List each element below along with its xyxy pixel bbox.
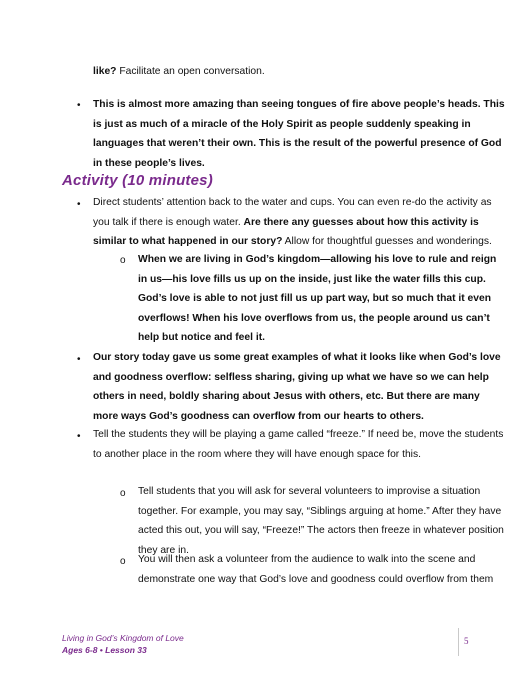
bullet-icon: •	[77, 199, 81, 210]
bullet-icon: •	[77, 354, 81, 365]
footer-subtitle: Ages 6-8 • Lesson 33	[62, 645, 147, 655]
sub-bullet-icon: o	[120, 255, 126, 266]
bold-text: like?	[93, 66, 117, 77]
sub-bullet-icon: o	[120, 488, 126, 499]
page-number: 5	[464, 636, 469, 646]
bold-text: When we are living in God’s kingdom—allowing his love to rule and reign in us—his love fills us up on the inside, just like the water fills this cup. God’s love is able to not just fill us up part way, but so much that it even overflows! When his love overflows from us, the people around us can’t help but notice and feel it.	[138, 254, 497, 344]
paragraph-like	[93, 62, 493, 82]
paragraph-kingdom	[138, 250, 506, 348]
footer	[62, 632, 184, 656]
footer-divider	[458, 628, 459, 656]
paragraph-audience	[138, 550, 506, 589]
paragraph-freeze	[93, 425, 505, 464]
body-text: Allow for thoughtful guesses and wonderings.	[282, 236, 492, 248]
body-text: Direct students’ attention back to the water and cups. You can even re-do the activity as you talk if there is enough water.	[93, 197, 492, 228]
paragraph-miracle	[93, 95, 505, 173]
section-heading: Activity (10 minutes)	[62, 172, 213, 189]
sub-bullet-icon: o	[120, 556, 126, 567]
bold-text: This is almost more amazing than seeing tongues of fire above people’s heads. This is just as much of a miracle of the Holy Spirit as people suddenly speaking in languages that weren’t their own. This is the result of the powerful presence of God in these people’s lives.	[93, 99, 505, 169]
bold-text: Our story today gave us some great examples of what it looks like when God’s love and goodness overflow: selfless sharing, giving up what we have so we can help others in need, boldly sharing about Jesus with others, etc. But there are many more ways God’s goodness can overflow from our hearts to others.	[93, 352, 501, 422]
body-text: You will then ask a volunteer from the audience to walk into the scene and demonstrate one way that God’s love and goodness could overflow from them	[138, 554, 494, 585]
bullet-icon: •	[77, 431, 81, 442]
paragraph-volunteers	[138, 482, 506, 560]
body-text: Tell students that you will ask for several volunteers to improvise a situation together. For example, you may say, “Siblings arguing at home.” After they have acted this out, you will say, “Freeze!” The actors then freeze in whatever position they are in.	[138, 486, 504, 556]
body-text: Tell the students they will be playing a game called “freeze.” If need be, move the students to another place in the room where they will have enough space for this.	[93, 429, 504, 460]
paragraph-direct	[93, 193, 505, 252]
footer-title: Living in God’s Kingdom of Love	[62, 633, 184, 643]
body-text: Facilitate an open conversation.	[116, 66, 265, 77]
paragraph-story	[93, 348, 505, 426]
bold-text: Are there any guesses about how this activity is similar to what happened in our story?	[93, 216, 479, 248]
bullet-icon: •	[77, 100, 81, 111]
